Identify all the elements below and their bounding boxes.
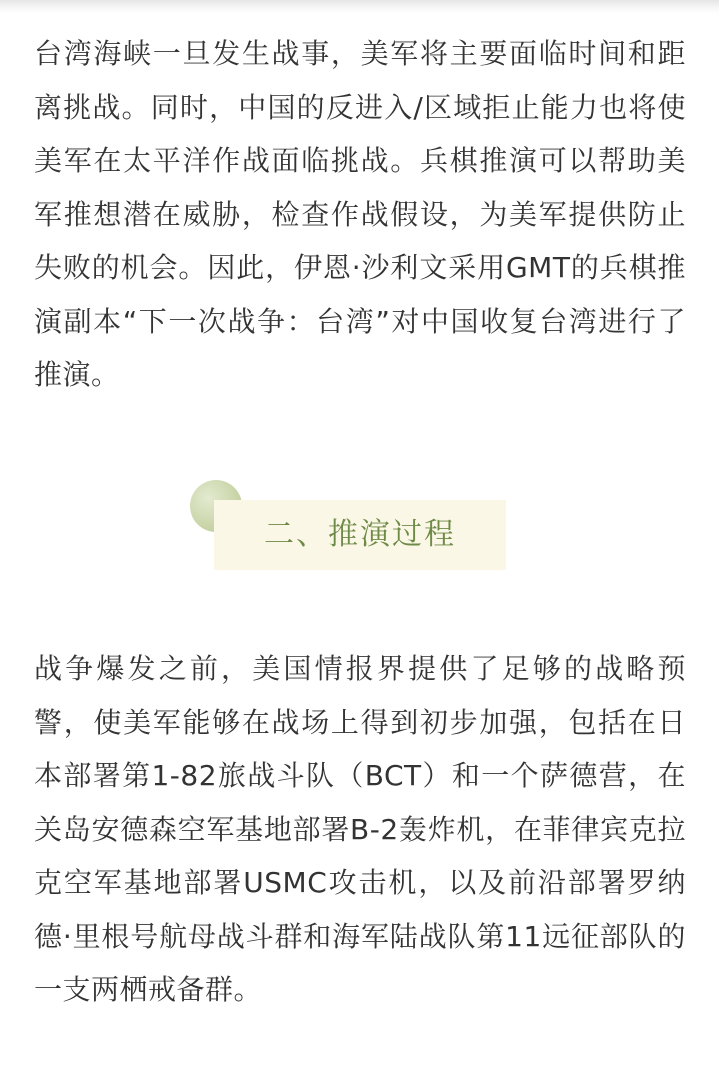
article-paragraph-2: 战争爆发之前，美国情报界提供了足够的战略预警，使美军能够在战场上得到初步加强，包括在日本部署第1-82旅战斗队（BCT）和一个萨德营，在关岛安德森空军基地部署B-2轰炸机，在菲律宾克拉克空军基地部署USMC攻击机，以及前沿部署罗纳德·里根号航母战斗群和海军陆战队第11远征部队的一支两栖戒备群。	[34, 652, 686, 1006]
article-paragraph-1: 台湾海峡一旦发生战事，美军将主要面临时间和距离挑战。同时，中国的反进入/区域拒止能力也将使美军在太平洋作战面临挑战。兵棋推演可以帮助美军推想潜在威胁，检查作战假设，为美军提供防止失败的机会。因此，伊恩·沙利文采用GMT的兵棋推演副本“下一次战争：台湾”对中国收复台湾进行了推演。	[34, 37, 686, 391]
top-bar-shadow	[0, 0, 719, 14]
section-heading-text: 二、推演过程	[264, 517, 456, 552]
section-heading	[190, 480, 510, 575]
heading-box	[214, 500, 506, 570]
